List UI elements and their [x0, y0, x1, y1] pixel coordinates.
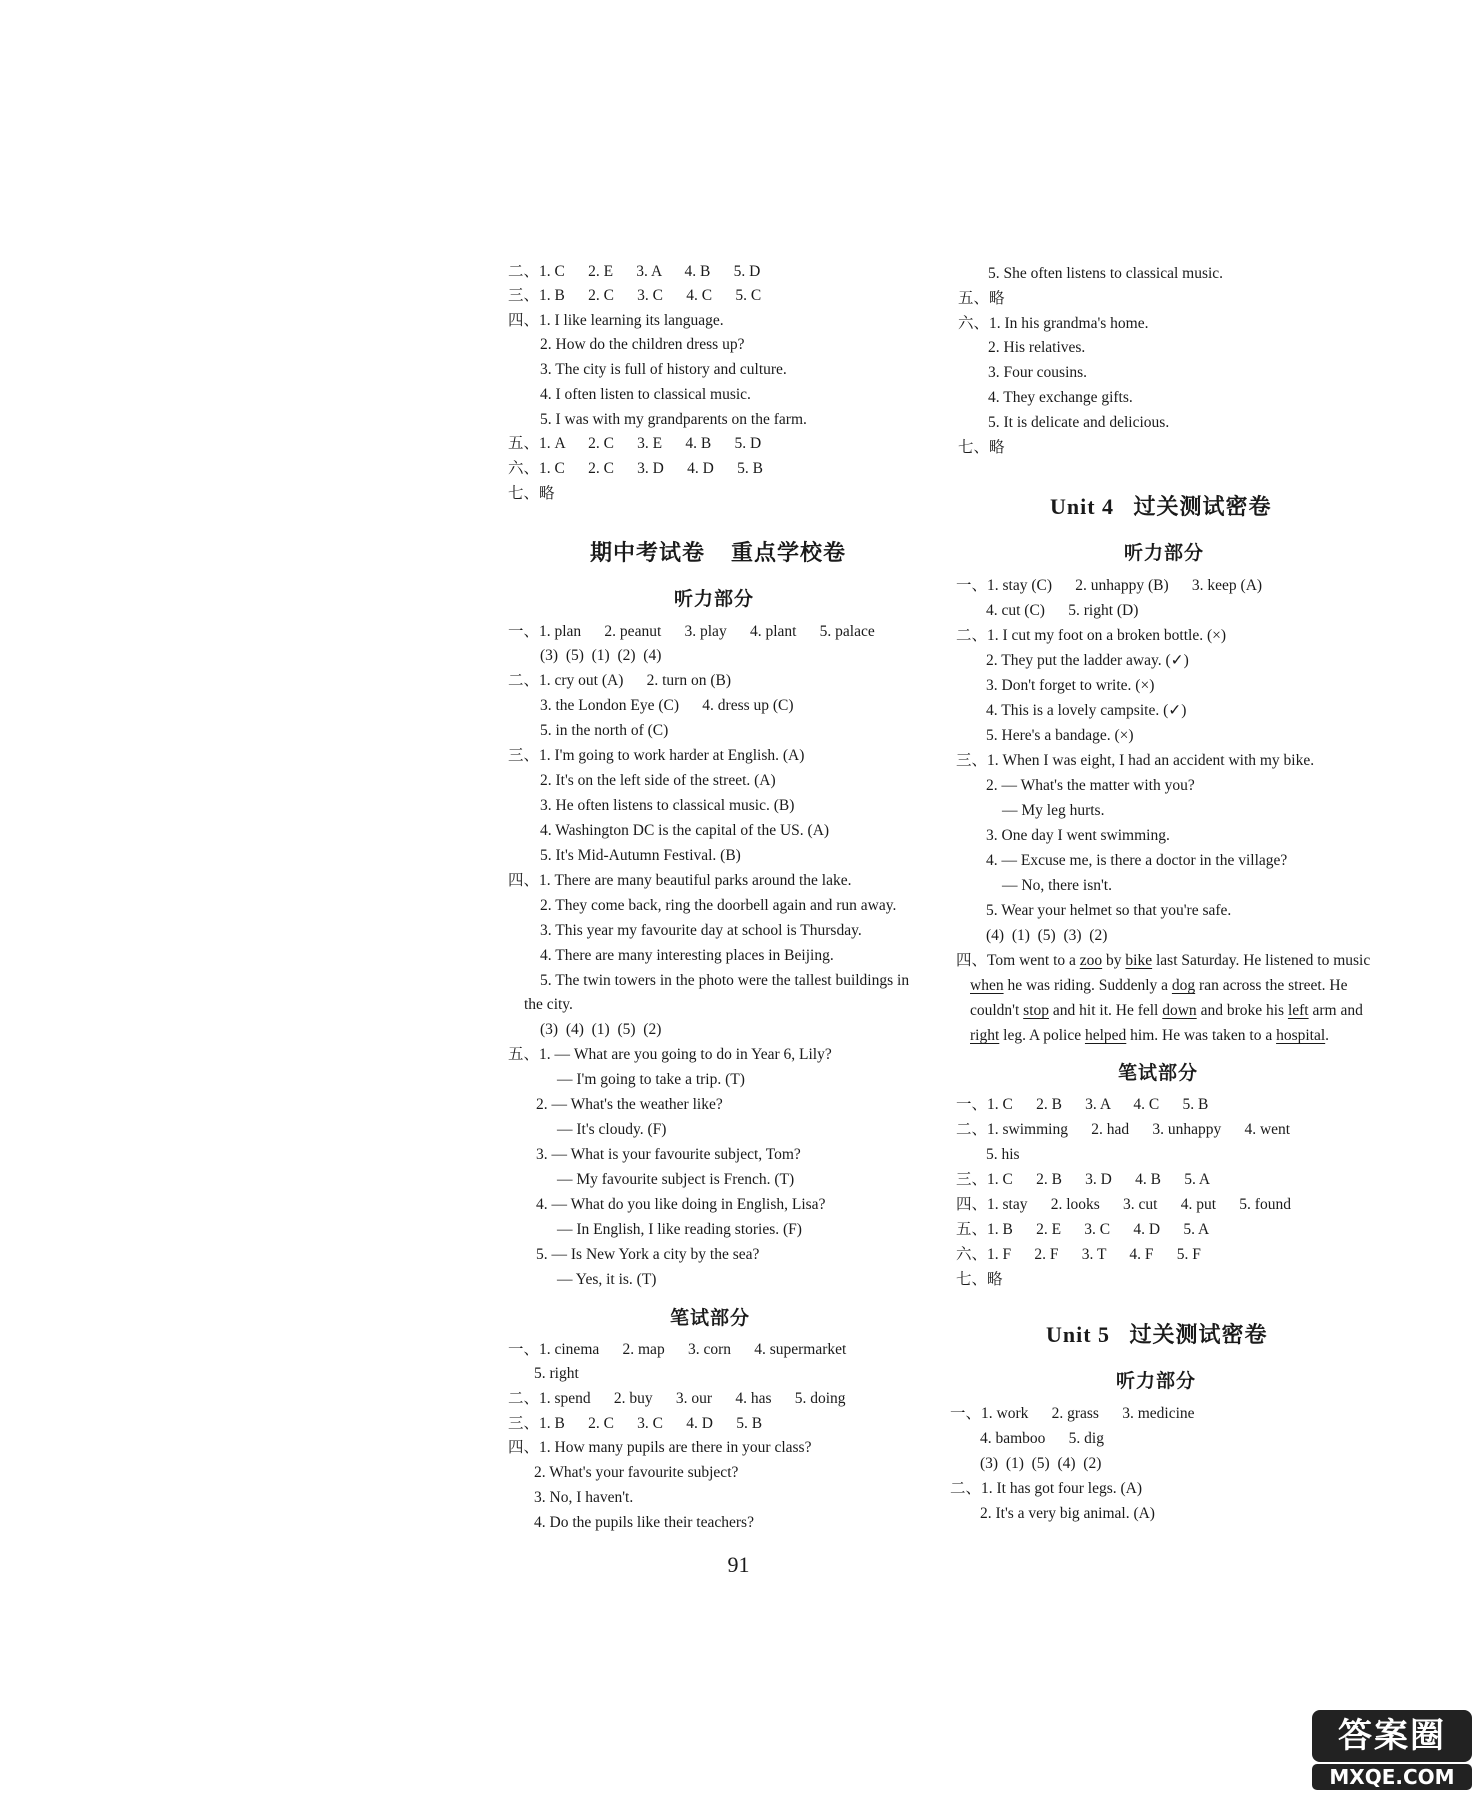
answer-line: 4. — What do you like doing in English, Lisa?: [536, 1196, 826, 1213]
answer-line: 七、略: [956, 1271, 1003, 1288]
passage-text: .: [1325, 1027, 1330, 1044]
passage-text: last Saturday. He listened to music: [1152, 952, 1371, 969]
answer-line: 一、1. cinema 2. map 3. corn 4. supermarket: [508, 1341, 847, 1358]
answer-line: 5. in the north of (C): [540, 722, 669, 739]
answer-line: 3. This year my favourite day at school is Thursday.: [540, 922, 862, 939]
answer-line: 4. — Excuse me, is there a doctor in the village?: [986, 852, 1288, 869]
passage-text: couldn't: [970, 1002, 1024, 1019]
answer-line: 二、1. spend 2. buy 3. our 4. has 5. doing: [508, 1390, 846, 1407]
answer-line: (4) (1) (5) (3) (2): [986, 927, 1108, 944]
answer-line: 5. She often listens to classical music.: [988, 265, 1224, 282]
subsection-title-listening: 听力部分: [674, 589, 755, 610]
section-title-midterm: 期中考试卷 重点学校卷: [590, 540, 847, 565]
answer-line: 4. Washington DC is the capital of the US. (A): [540, 822, 830, 839]
answer-line: (3) (1) (5) (4) (2): [980, 1455, 1102, 1472]
answer-line: 2. What's your favourite subject?: [534, 1464, 739, 1481]
answer-line: 5. right: [534, 1365, 579, 1382]
answer-line: 4. Do the pupils like their teachers?: [534, 1514, 754, 1531]
subsection-title-written: 笔试部分: [670, 1308, 751, 1329]
blank-answer: left: [1287, 1002, 1309, 1019]
answer-line: 六、1. C 2. C 3. D 4. D 5. B: [508, 460, 763, 477]
answer-line: 3. the London Eye (C) 4. dress up (C): [540, 697, 794, 714]
answer-line: 3. He often listens to classical music. (B): [540, 797, 795, 814]
answer-line: 4. I often listen to classical music.: [540, 386, 751, 403]
answer-line: — It's cloudy. (F): [557, 1121, 667, 1138]
subsection-title-listening: 听力部分: [1124, 543, 1205, 564]
passage-text: him. He was taken to a: [1126, 1027, 1277, 1044]
answer-line: 4. bamboo 5. dig: [980, 1430, 1104, 1447]
answer-line: 二、1. I cut my foot on a broken bottle. (×): [956, 627, 1227, 644]
blank-answer: helped: [1084, 1027, 1127, 1044]
passage-line: [970, 1026, 1329, 1046]
answer-line: 七、略: [508, 485, 555, 502]
answer-line: 2. — What's the matter with you?: [986, 777, 1195, 794]
answer-line: 5. Wear your helmet so that you're safe.: [986, 902, 1232, 919]
answer-line: — Yes, it is. (T): [557, 1271, 657, 1288]
passage-text: ran across the street. He: [1195, 977, 1348, 994]
blank-answer: bike: [1125, 952, 1153, 969]
passage-label: 四、: [956, 952, 988, 969]
watermark-url: MXQE.COM: [1312, 1764, 1472, 1790]
answer-line: 二、1. cry out (A) 2. turn on (B): [508, 672, 731, 689]
passage-text: he was riding. Suddenly a: [1003, 977, 1172, 994]
answer-line: — No, there isn't.: [1002, 877, 1112, 894]
answer-line: 四、1. stay 2. looks 3. cut 4. put 5. found: [956, 1196, 1291, 1213]
answer-line: 一、1. work 2. grass 3. medicine: [950, 1405, 1195, 1422]
answer-line: 5. I was with my grandparents on the farm.: [540, 411, 807, 428]
answer-line: 六、1. In his grandma's home.: [958, 315, 1149, 332]
passage-text: leg. A police: [999, 1027, 1085, 1044]
answer-line: 3. Don't forget to write. (×): [986, 677, 1155, 694]
answer-line: 4. There are many interesting places in Beijing.: [540, 947, 834, 964]
answer-line: — In English, I like reading stories. (F): [557, 1221, 802, 1238]
answer-line: 5. It's Mid-Autumn Festival. (B): [540, 847, 741, 864]
answer-line: 三、1. C 2. B 3. D 4. B 5. A: [956, 1171, 1211, 1188]
passage-text: and broke his: [1196, 1002, 1288, 1019]
answer-line: 四、1. There are many beautiful parks around the lake.: [508, 872, 852, 889]
watermark-logo: [1312, 1710, 1472, 1792]
answer-line: 2. His relatives.: [988, 339, 1086, 356]
answer-line: the city.: [524, 996, 573, 1013]
answer-line: 2. They put the ladder away. (✓): [986, 652, 1189, 669]
passage-text: arm and: [1308, 1002, 1363, 1019]
answer-line: 3. — What is your favourite subject, Tom?: [536, 1146, 801, 1163]
blank-answer: hospital: [1276, 1027, 1326, 1044]
answer-line: 5. It is delicate and delicious.: [988, 414, 1170, 431]
subsection-title-written: 笔试部分: [1118, 1063, 1199, 1084]
section-title-unit5: Unit 5 过关测试密卷: [1046, 1322, 1268, 1347]
answer-line: — My favourite subject is French. (T): [557, 1171, 795, 1188]
answer-line: 五、1. — What are you going to do in Year 6, Lily?: [508, 1046, 832, 1063]
blank-answer: when: [970, 977, 1004, 994]
section-title-unit4: [1050, 490, 1272, 521]
answer-line: 一、1. stay (C) 2. unhappy (B) 3. keep (A): [956, 577, 1263, 594]
unit4-title-text: Unit 4 过关测试密卷: [1050, 494, 1272, 519]
watermark-text: 答案圈: [1312, 1710, 1472, 1762]
answer-line: (3) (5) (1) (2) (4): [540, 647, 662, 664]
answer-line: 二、1. It has got four legs. (A): [950, 1480, 1142, 1497]
blank-answer: down: [1162, 1002, 1197, 1019]
answer-line: 四、1. How many pupils are there in your class?: [508, 1439, 812, 1456]
answer-line: 4. cut (C) 5. right (D): [986, 602, 1139, 619]
answer-line: 2. It's on the left side of the street. (A): [540, 772, 776, 789]
answer-line: (3) (4) (1) (5) (2): [540, 1021, 662, 1038]
answer-line: 四、1. I like learning its language.: [508, 312, 724, 329]
answer-line: 一、1. C 2. B 3. A 4. C 5. B: [956, 1096, 1209, 1113]
blank-answer: dog: [1171, 977, 1196, 994]
passage-line: [970, 1001, 1363, 1021]
answer-line: 三、1. B 2. C 3. C 4. D 5. B: [508, 1415, 763, 1432]
answer-line: 3. Four cousins.: [988, 364, 1088, 381]
passage-line: [970, 976, 1348, 996]
passage-line: [956, 951, 1370, 971]
answer-line: 七、略: [958, 439, 1005, 456]
passage-text: Tom went to a: [987, 952, 1080, 969]
answer-line: 三、1. B 2. C 3. C 4. C 5. C: [508, 287, 762, 304]
answer-line: 五、1. B 2. E 3. C 4. D 5. A: [956, 1221, 1210, 1238]
answer-line: 六、1. F 2. F 3. T 4. F 5. F: [956, 1246, 1201, 1263]
answer-line: 三、1. When I was eight, I had an accident with my bike.: [956, 752, 1315, 769]
answer-line: 4. They exchange gifts.: [988, 389, 1133, 406]
answer-line: 3. One day I went swimming.: [986, 827, 1170, 844]
answer-line: — My leg hurts.: [1002, 802, 1105, 819]
answer-line: 4. This is a lovely campsite. (✓): [986, 702, 1187, 719]
answer-line: 5. his: [986, 1146, 1020, 1163]
answer-line: 二、1. C 2. E 3. A 4. B 5. D: [508, 263, 761, 280]
answer-line: 5. — Is New York a city by the sea?: [536, 1246, 760, 1263]
answer-line: — I'm going to take a trip. (T): [557, 1071, 745, 1088]
answer-line: 五、略: [958, 290, 1005, 307]
answer-line: 5. Here's a bandage. (×): [986, 727, 1134, 744]
answer-line: 2. — What's the weather like?: [536, 1096, 723, 1113]
passage-text: by: [1102, 952, 1126, 969]
answer-line: 2. How do the children dress up?: [540, 336, 745, 353]
answer-line: 一、1. plan 2. peanut 3. play 4. plant 5. palace: [508, 623, 875, 640]
answer-line: 三、1. I'm going to work harder at English. (A): [508, 747, 805, 764]
answer-line: 3. The city is full of history and culture.: [540, 361, 787, 378]
answer-line: 3. No, I haven't.: [534, 1489, 634, 1506]
answer-line: 二、1. swimming 2. had 3. unhappy 4. went: [956, 1121, 1291, 1138]
page-number: 91: [727, 1552, 750, 1577]
answer-line: 五、1. A 2. C 3. E 4. B 5. D: [508, 435, 762, 452]
answer-line: 2. They come back, ring the doorbell again and run away.: [540, 897, 897, 914]
answer-line: 2. It's a very big animal. (A): [980, 1505, 1155, 1522]
blank-answer: stop: [1023, 1002, 1050, 1019]
passage-text: and hit it. He fell: [1049, 1002, 1163, 1019]
subsection-title-listening: 听力部分: [1116, 1371, 1197, 1392]
answer-line: 5. The twin towers in the photo were the tallest buildings in: [540, 972, 910, 989]
blank-answer: right: [970, 1027, 1000, 1044]
blank-answer: zoo: [1079, 952, 1103, 969]
